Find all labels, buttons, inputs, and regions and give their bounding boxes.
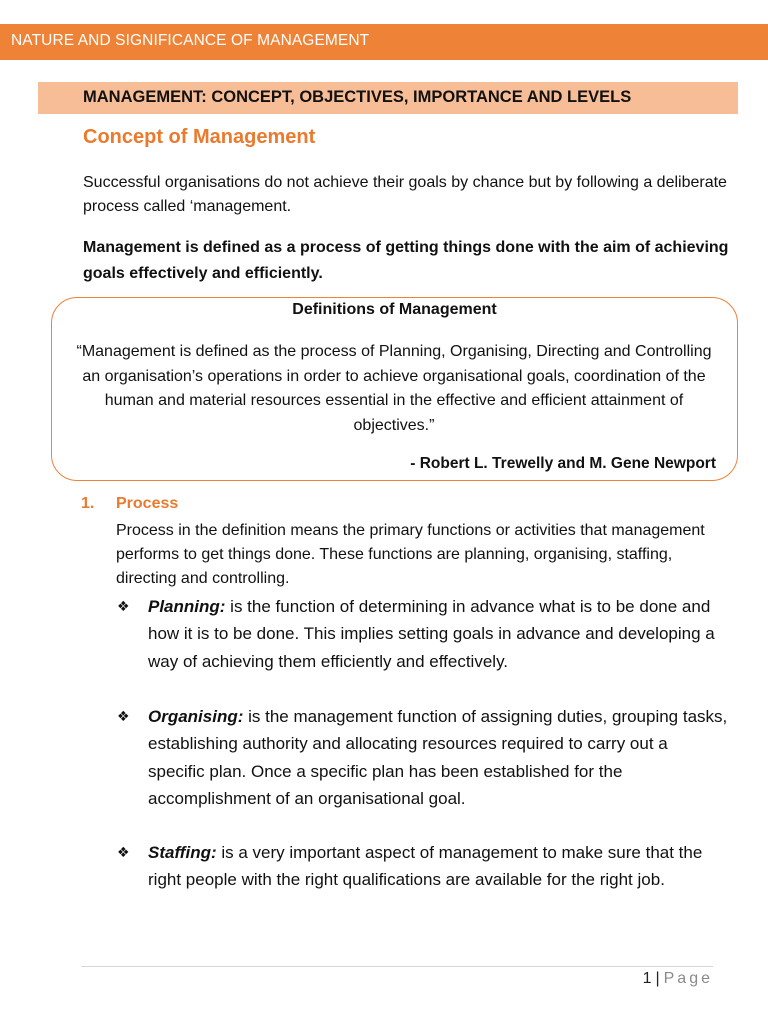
diamond-bullet-icon: ❖ xyxy=(117,598,130,614)
intro-paragraph: Successful organisations do not achieve their goals by chance but by following a deliberate process called ‘management. xyxy=(83,174,727,215)
section-band xyxy=(38,82,738,114)
header-band xyxy=(0,24,768,60)
bullet-staffing xyxy=(117,839,728,894)
page-number-footer xyxy=(643,970,713,988)
page-word: Page xyxy=(663,970,713,987)
concept-title: Concept of Management xyxy=(83,126,316,148)
process-title: Process xyxy=(116,495,179,512)
bullet-term: Staffing: xyxy=(148,843,217,862)
bold-definition: Management is defined as a process of getting things done with the aim of achieving goals effectively and efficiently. xyxy=(83,239,729,282)
bullet-text: is a very important aspect of management to make sure that the right people with the right qualifications are available for the right job. xyxy=(148,843,703,890)
header-title: NATURE AND SIGNIFICANCE OF MANAGEMENT xyxy=(11,32,370,49)
bullet-planning xyxy=(117,593,728,675)
page-number: 1 xyxy=(642,970,652,987)
definitions-title: Definitions of Management xyxy=(292,301,497,318)
bullet-term: Organising: xyxy=(148,707,244,726)
bullet-organising xyxy=(117,703,728,812)
definition-author: - Robert L. Trewelly and M. Gene Newport xyxy=(410,455,716,472)
process-body: Process in the definition means the primary functions or activities that management performs to get things done. These functions are planning, organising, staffing, directing and controlling. xyxy=(116,522,705,587)
footer-divider xyxy=(81,966,713,967)
diamond-bullet-icon: ❖ xyxy=(117,708,130,724)
bullet-text: is the management function of assigning duties, grouping tasks, establishing authority and allocating resources required to carry out a specific plan. Once a specific plan has been established for the accomplishment of an organisational goal. xyxy=(148,707,728,808)
definitions-box xyxy=(51,297,738,481)
process-heading xyxy=(81,495,178,513)
definition-quote: “Management is defined as the process of Planning, Organising, Directing and Controlling an organisation’s operations in order to achieve organisational goals, coordination of the human and material resources essential in the effective and efficient attainment of objectives.” xyxy=(76,343,712,434)
page-separator: | xyxy=(655,970,660,987)
process-number: 1. xyxy=(81,495,95,512)
section-title: MANAGEMENT: CONCEPT, OBJECTIVES, IMPORTANCE AND LEVELS xyxy=(83,88,632,106)
diamond-bullet-icon: ❖ xyxy=(117,844,130,860)
bullet-term: Planning: xyxy=(148,597,226,616)
bullet-text: is the function of determining in advance what is to be done and how it is to be done. This implies setting goals in advance and developing a way of achieving them efficiently and effectively. xyxy=(148,597,715,671)
